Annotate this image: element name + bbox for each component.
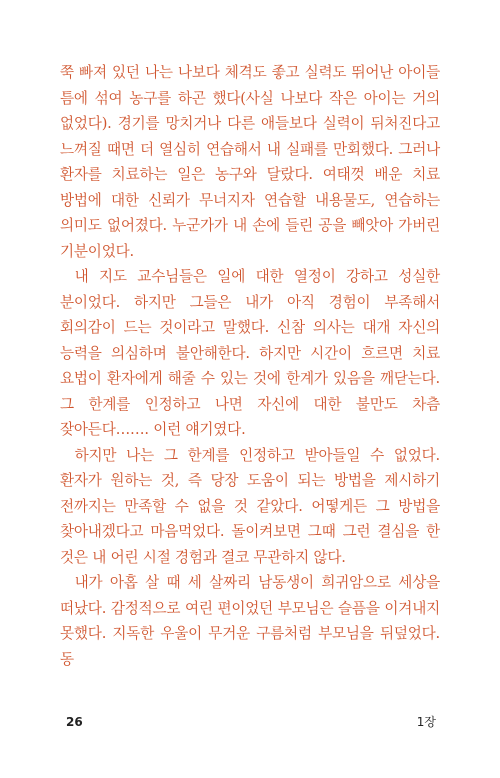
page-number: 26	[66, 715, 83, 729]
paragraph: 내 지도 교수님들은 일에 대한 열정이 강하고 성실한 분이었다. 하지만 그들은 내가 아직 경험이 부족해서 회의감이 드는 것이라고 말했다. 신참 의사는 대개 자신의 능력을 의심하며 불안해한다. 하지만 시간이 흐르면 치료 요법이 환자에게 해줄 수 있는 것에 한계가 있음을 깨닫는다. 그 한계를 인정하고 나면 자신에 대한 불만도 차츰 잦아든다……. 이런 얘기였다.	[60, 268, 440, 438]
chapter-label: 1장	[416, 715, 436, 729]
paragraph: 내가 아홉 살 때 세 살짜리 남동생이 희귀암으로 세상을 떠났다. 감정적으로 여린 편이었던 부모님은 슬픔을 이겨내지 못했다. 지독한 우울이 무거운 구름처럼 부모님을 뒤덮었다. 동	[60, 574, 440, 668]
paragraph: 쭉 빠져 있던 나는 나보다 체격도 좋고 실력도 뛰어난 아이들 틈에 섞여 농구를 하곤 했다(사실 나보다 작은 아이는 거의 없었다). 경기를 망치거나 다른 애들보다 실력이 뒤처진다고 느껴질 때면 더 열심히 연습해서 내 실패를 만회했다. 그러나 환자를 치료하는 일은 농구와 달랐다. 여태껏 배운 치료 방법에 대한 신뢰가 무너지자 연습할 내용물도, 연습하는 의미도 없어졌다. 누군가가 내 손에 들린 공을 빼앗아 가버린 기분이었다.	[60, 64, 440, 260]
body-text	[60, 60, 440, 672]
paragraph: 하지만 나는 그 한계를 인정하고 받아들일 수 없었다. 환자가 원하는 것, 즉 당장 도움이 되는 방법을 제시하기 전까지는 만족할 수 없을 것 같았다. 어떻게든 그 방법을 찾아내겠다고 마음먹었다. 돌이켜보면 그때 그런 결심을 한 것은 내 어린 시절 경험과 결코 무관하지 않다.	[60, 446, 440, 566]
